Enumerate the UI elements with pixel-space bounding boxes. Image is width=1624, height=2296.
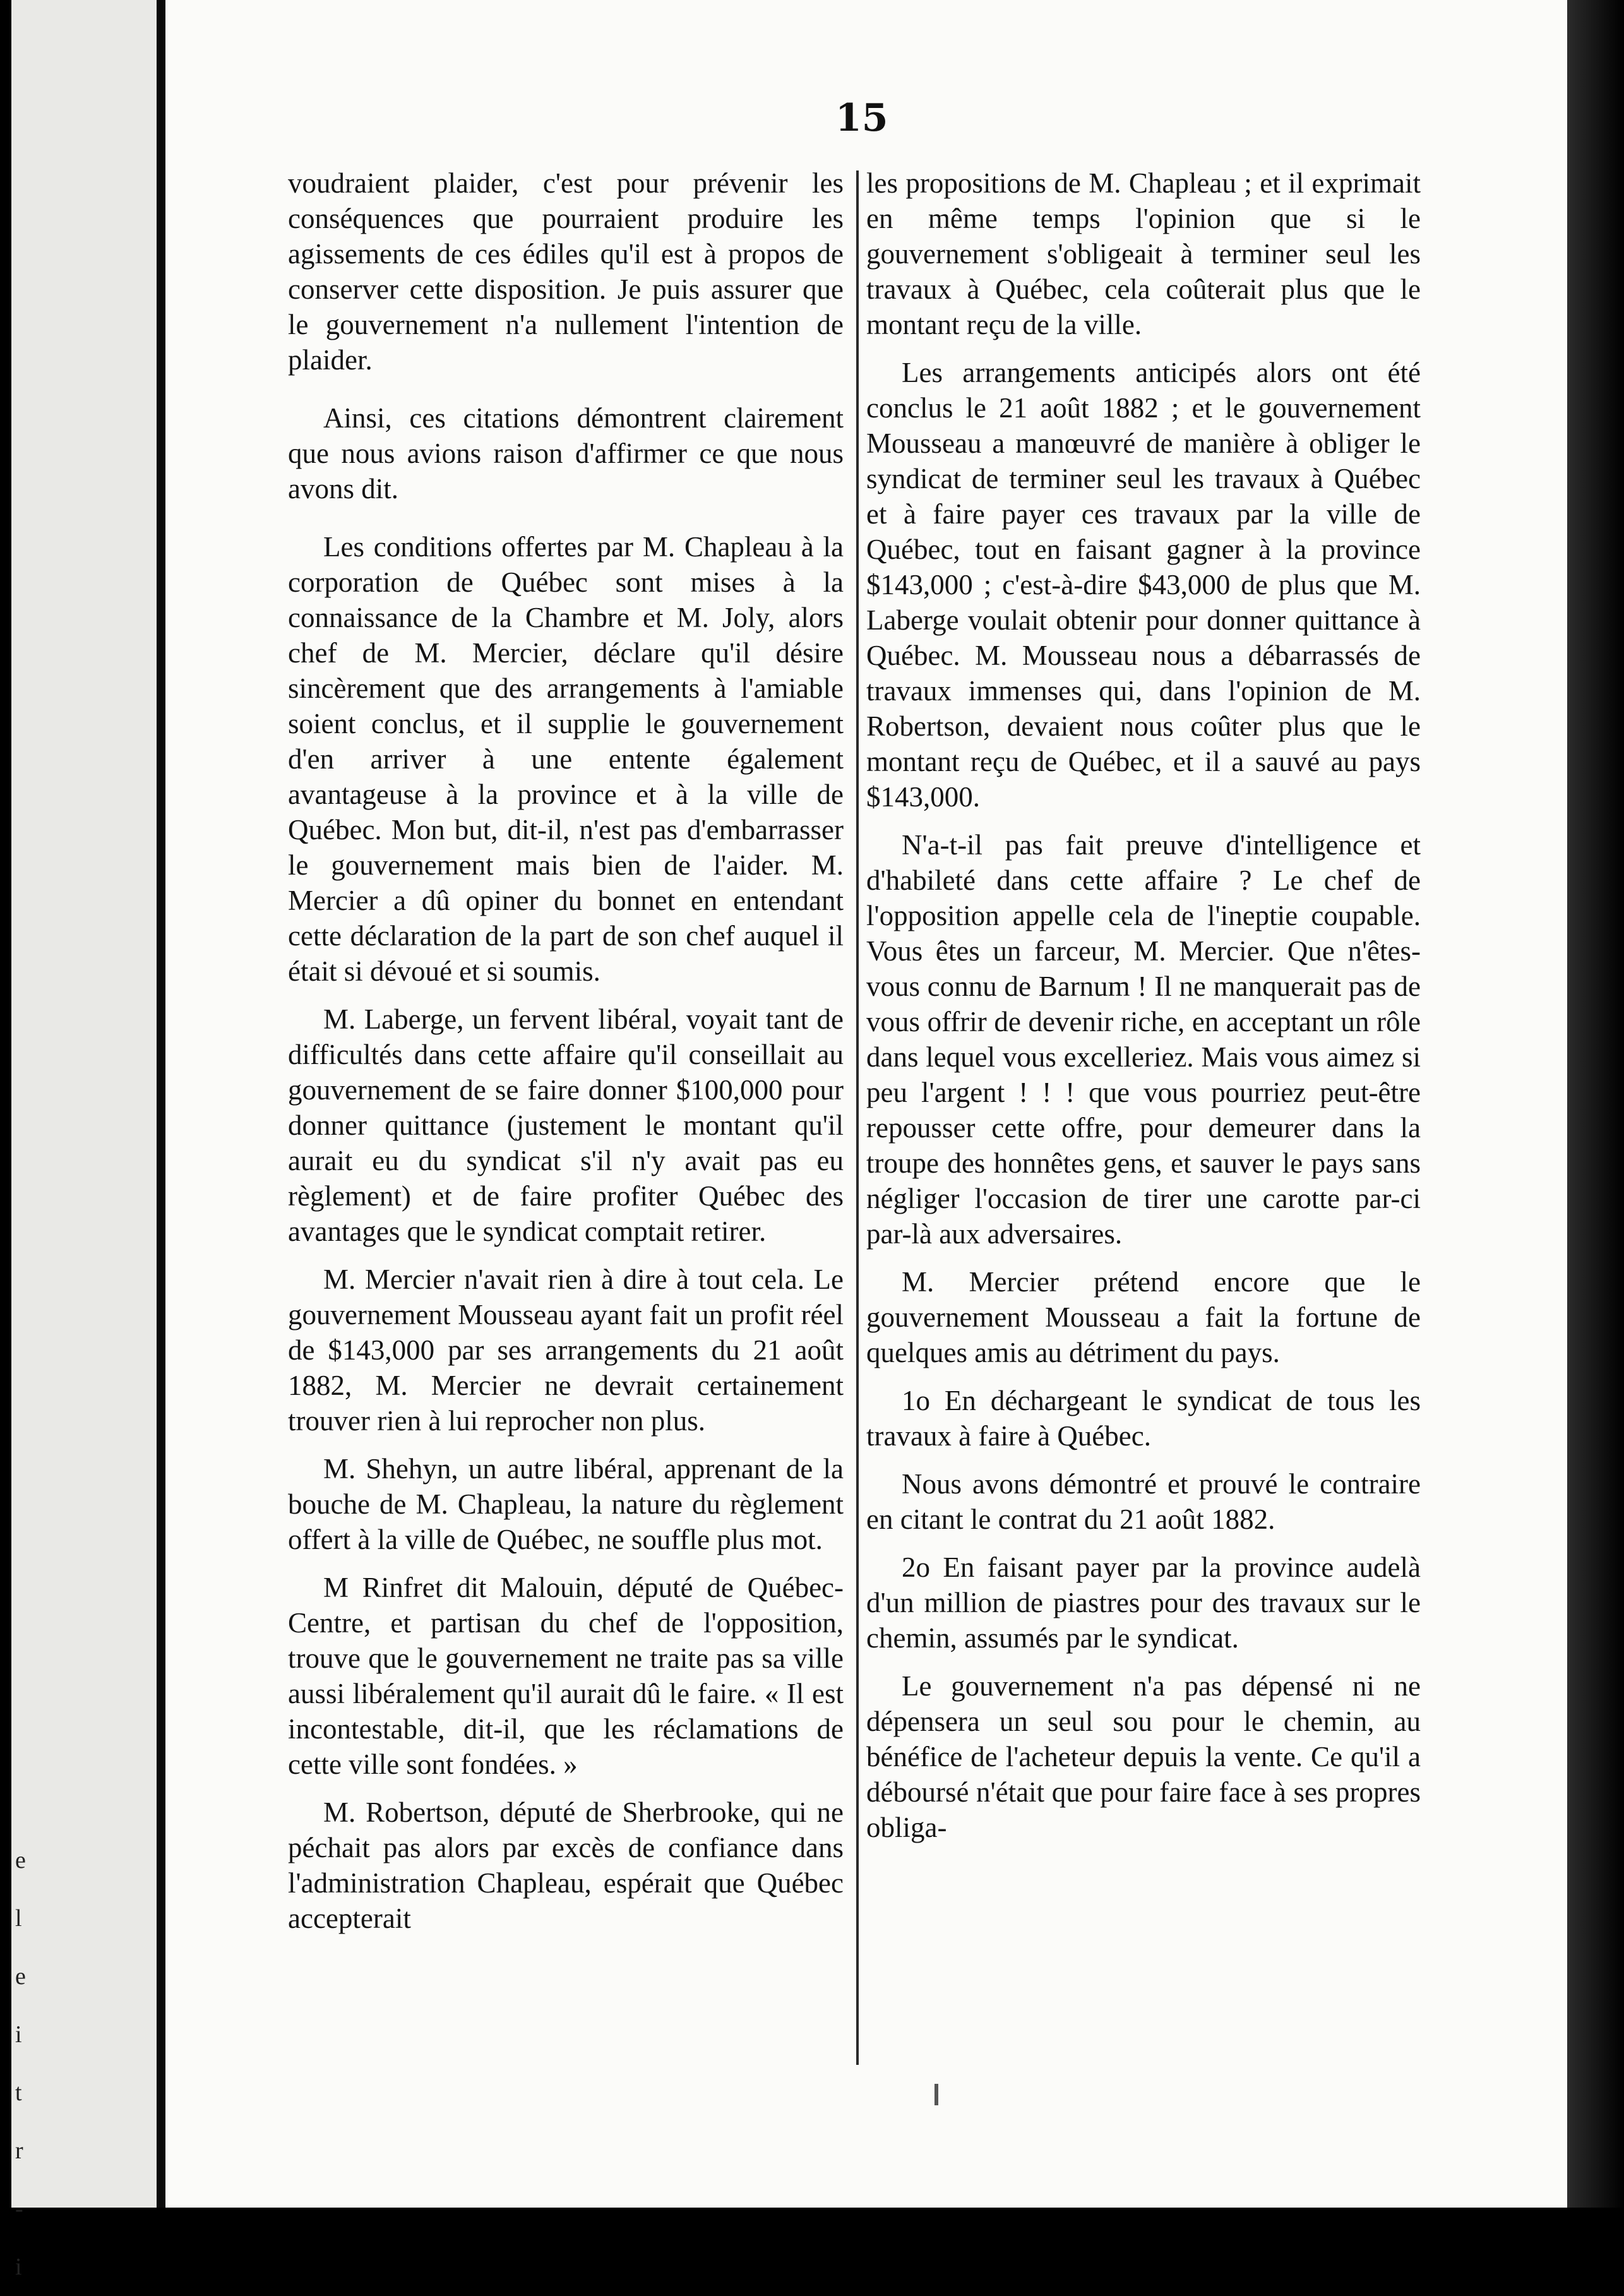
scan-right-edge <box>1567 0 1624 2208</box>
paragraph: Les arrangements anticipés alors ont été conclus le 21 août 1882 ; et le gouvernement Mousseau a manœuvré de manière à obliger le syndicat de terminer seul les travaux à Québec et à faire payer ces travaux par la ville de Québec, tout en faisant gagner à la province $143,000 ; c'est-à-dire $43,000 de plus que M. Laberge voulait obtenir pour donner quittance à Québec. M. Mousseau nous a débarrassés de travaux immenses qui, dans l'opinion de M. Robertson, devaient nous coûter plus que le montant reçu de Québec, et il a sauvé au pays $143,000. <box>866 357 1421 813</box>
column-divider <box>856 170 859 2065</box>
paragraph: M. Mercier n'avait rien à dire à tout cela. Le gouvernement Mousseau ayant fait un profit réel de $143,000 par ses arrangements du 21 août 1882, M. Mercier ne devrait certainement trouver rien à lui reprocher non plus. <box>288 1264 844 1437</box>
paragraph: M. Laberge, un fervent libéral, voyait tant de difficultés dans cette affaire qu'il conseillait au gouvernement de se faire donner $100,000 pour donner quittance (justement le montant qu'il aurait eu du syndicat s'il n'y avait pas eu règlement) et de faire profiter Québec des avantages que le syndicat comptait retirer. <box>288 1003 844 1247</box>
paragraph: M Rinfret dit Malouin, député de Québec-Centre, et partisan du chef de l'opposition, trouve que le gouvernement ne traite pas sa ville aussi libéralement qu'il aurait dû le faire. « Il est incontestable, dit-il, que les réclamations de cette ville sont fondées. » <box>288 1572 844 1780</box>
right-text-column <box>866 165 1421 1858</box>
paragraph: Ainsi, ces citations démontrent clairement que nous avions raison d'affirmer ce que nous avons dit. <box>288 402 844 505</box>
previous-page-margin-text: e l e i t r - i <box>15 1847 26 2280</box>
paragraph: Le gouvernement n'a pas dépensé ni ne dépensera un seul sou pour le chemin, au bénéfice de l'acheteur depuis la vente. Ce qu'il a déboursé n'était que pour faire face à ses propres obliga- <box>866 1670 1421 1843</box>
paragraph: voudraient plaider, c'est pour prévenir les conséquences que pourraient produire les agissements de ces édiles qu'il est à propos de conserver cette disposition. Je puis assurer que le gouvernement n'a nullement l'intention de plaider. <box>288 167 844 376</box>
scan-left-edge <box>0 0 11 2208</box>
paragraph: 1o En déchargeant le syndicat de tous les travaux à faire à Québec. <box>866 1385 1421 1452</box>
paragraph: 2o En faisant payer par la province audelà d'un million de piastres pour des travaux sur le chemin, assumés par le syndicat. <box>866 1552 1421 1654</box>
left-text-column <box>288 165 844 1949</box>
print-mark <box>934 2084 938 2105</box>
paragraph: M. Shehyn, un autre libéral, apprenant de la bouche de M. Chapleau, la nature du règlement offert à la ville de Québec, ne souffle plus mot. <box>288 1453 844 1555</box>
paragraph: N'a-t-il pas fait preuve d'intelligence et d'habileté dans cette affaire ? Le chef de l'opposition appelle cela de l'ineptie coupable. Vous êtes un farceur, M. Mercier. Que n'êtes-vous connu de Barnum ! Il ne manquerait pas de vous offrir de devenir riche, en acceptant un rôle dans lequel vous excelleriez. Mais vous aimez si peu l'argent ! ! ! que vous pourriez peut-être repousser cette offre, pour demeurer dans la troupe des honnêtes gens, et sauver le pays sans négliger l'occasion de tirer une carotte par-ci par-là aux adversaires. <box>866 829 1421 1250</box>
paragraph: M. Robertson, député de Sherbrooke, qui ne péchait pas alors par excès de confiance dans l'administration Chapleau, espérait que Québec accepterait <box>288 1797 844 1934</box>
paragraph: les propositions de M. Chapleau ; et il exprimait en même temps l'opinion que si le gouvernement s'obligeait à terminer seul les travaux à Québec, cela coûterait plus que le montant reçu de la ville. <box>866 167 1421 340</box>
paragraph: Les conditions offertes par M. Chapleau à la corporation de Québec sont mises à la connaissance de la Chambre et M. Joly, alors chef de M. Mercier, déclare qu'il désire sincèrement que des arrangements à l'amiable soient conclus, et il supplie le gouvernement d'en arriver à une entente également avantageuse à la province et à la ville de Québec. Mon but, dit-il, n'est pas d'embarrasser le gouvernement mais bien de l'aider. M. Mercier a dû opiner du bonnet en entendant cette déclaration de la part de son chef auquel il était si dévoué et si soumis. <box>288 531 844 987</box>
paragraph: M. Mercier prétend encore que le gouvernement Mousseau a fait la fortune de quelques amis au détriment du pays. <box>866 1266 1421 1368</box>
paragraph: Nous avons démontré et prouvé le contraire en citant le contrat du 21 août 1882. <box>866 1468 1421 1535</box>
page-number: 15 <box>835 96 888 140</box>
